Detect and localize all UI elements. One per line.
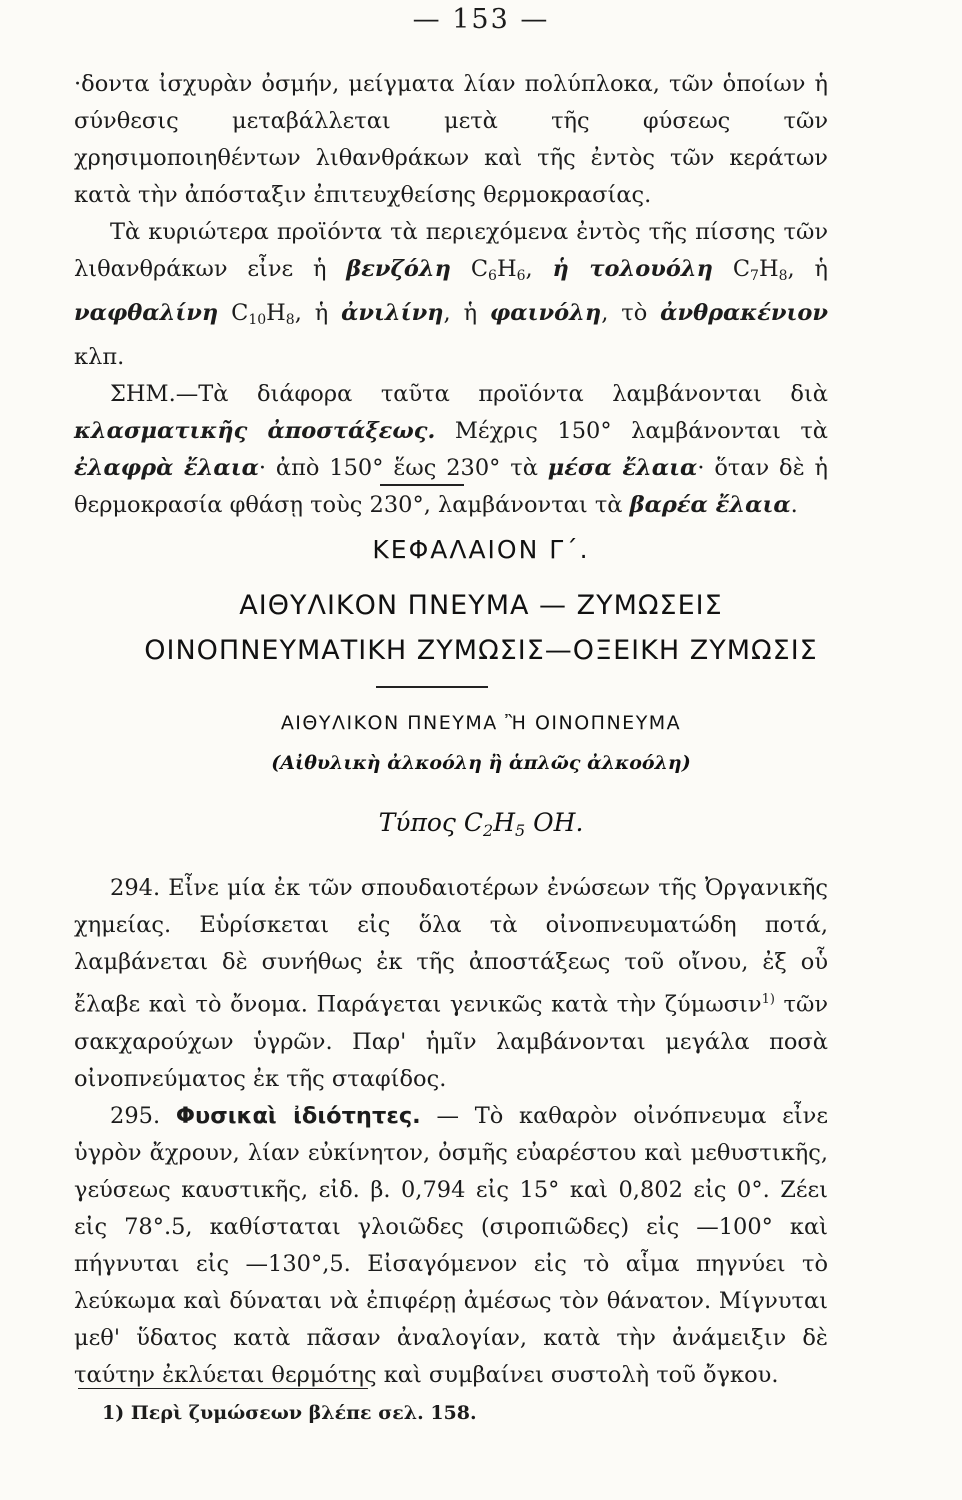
formula-part: C <box>451 256 489 282</box>
formula-part: H <box>493 808 516 837</box>
text-run: ·δοντα ἰσχυρὰν ὀσμήν, μείγματα λίαν πολύπλοκα, τῶν ὁποίων ἡ σύνθεσις μεταβάλλεται μετὰ τῆς φύσεως τῶν χρησιμοποιηθέντων λιθανθράκων καὶ τῆς ἐντὸς τῶν κεράτων κατὰ τὴν ἀπόσταξιν ἐπιτευχθείσης θερμοκρασίας. <box>74 71 828 208</box>
formula-part: C <box>713 256 751 282</box>
text-run: , ἡ <box>443 300 490 326</box>
chapter-title-line-2: ΟΙΝΟΠΝΕΥΜΑΤΙΚΗ ΖΥΜΩΣΙΣ—ΟΞΕΙΚΗ ΖΥΜΩΣΙΣ <box>144 635 818 666</box>
text-run: — Τὸ καθαρὸν οἰνόπνευμα εἶνε ὑγρὸν ἄχρουν, λίαν εὐκίνητον, ὀσμῆς εὐαρέστου καὶ μεθυστικῆς, γεύσεως καυστικῆς, εἰδ. β. 0,794 εἰς 15° καὶ 0,802 εἰς 0°. Ζέει εἰς 78°.5, καθίσταται γλοιῶδες (σιροπιῶδες) εἰς —100° καὶ πήγνυται εἰς —130°,5. Εἰσαγόμενον εἰς τὸ αἷμα πηγνύει τὸ λεύκωμα καὶ δύναται νὰ ἐπιφέρῃ ἀμέσως τὸν θάνατον. Μίγνυται μεθ' ὕδατος κατὰ πᾶσαν ἀναλογίαν, κατὰ τὴν ἀνάμειξιν δὲ ταύτην ἐκλύεται θερμότης καὶ συμβαίνει συστολὴ τοῦ ὄγκου. <box>74 1102 829 1388</box>
section-subtitle: ΑΙΘΥΛΙΚΟΝ ΠΝΕΥΜΑ Ἢ ΟΙΝΟΠΝΕΥΜΑ <box>280 712 682 734</box>
formula-part: C <box>218 300 249 326</box>
paragraph-continuation <box>74 66 828 214</box>
formula-label: Τύπος C <box>378 808 484 837</box>
term-fractional-distillation: κλασματικῆς ἀποστάξεως. <box>74 418 436 444</box>
term-middle-oils: μέσα ἔλαια <box>547 455 698 481</box>
text-run: , τὸ <box>601 300 661 326</box>
chapter-label: ΚΕΦΑΛΑΙΟΝ Γ΄. <box>372 535 590 564</box>
section-heading: Φυσικαὶ ἰδιότητες. <box>175 1102 421 1129</box>
paragraph-tar-products <box>74 214 828 376</box>
formula-part: H <box>266 300 286 326</box>
footnote: 1) Περὶ ζυμώσεων βλέπε σελ. 158. <box>102 1402 477 1424</box>
formula-subscript: 10 <box>248 312 267 328</box>
text-run: · ὅταν δὲ ἡ θερμοκρασία φθάσῃ τοὺς 230°, λαμβάνονται τὰ <box>74 455 828 518</box>
formula-part: H <box>758 256 779 282</box>
text-run: . <box>790 492 798 518</box>
term-heavy-oils: βαρέα ἔλαια <box>629 492 791 518</box>
formula-subscript: 8 <box>285 312 295 328</box>
term-toluene: ἡ τολουόλη <box>552 256 714 282</box>
paragraph-number: 294. <box>110 875 161 901</box>
term-phenol: φαινόλη <box>489 300 602 326</box>
title-divider <box>376 686 488 688</box>
term-benzene: βενζόλη <box>346 256 451 282</box>
paragraph-295 <box>74 1098 828 1394</box>
section-divider <box>380 484 464 486</box>
formula-subscript: 2 <box>483 821 494 840</box>
paragraph-note <box>74 376 828 524</box>
formula-subscript: 5 <box>515 821 526 840</box>
alternative-names: (Αἰθυλικὴ ἀλκοόλη ἢ ἁπλῶς ἀλκοόλη) <box>271 752 691 774</box>
term-anthracene: ἀνθρακένιον <box>660 300 829 326</box>
chemical-formula <box>0 808 962 840</box>
page-number: — 153 — <box>412 4 550 35</box>
text-run: , ἡ <box>294 300 342 326</box>
text-run: κλπ. <box>74 344 125 370</box>
footnote-reference: 1) <box>761 992 775 1007</box>
formula-subscript: 7 <box>750 268 759 284</box>
intro-text-block <box>74 66 828 524</box>
formula-subscript: 8 <box>778 268 788 284</box>
paragraph-294 <box>74 870 828 1098</box>
text-run: , ἡ <box>787 256 828 282</box>
text-run: Εἶνε μία ἐκ τῶν σπουδαιοτέρων ἐνώσεων τῆς Ὀργανικῆς χημείας. Εὑρίσκεται εἰς ὅλα τὰ οἰνοπνευματώδη ποτά, λαμβάνεται δὲ συνήθως ἐκ τῆς ἀποστάξεως τοῦ οἴνου, ἐξ οὗ ἔλαβε καὶ τὸ ὄνομα. Παράγεται γενικῶς κατὰ τὴν ζύμωσιν <box>74 875 828 1018</box>
text-run: Μέχρις 150° λαμβάνονται τὰ <box>435 418 828 444</box>
text-run: · ἀπὸ 150° ἕως 230° τὰ <box>258 455 548 481</box>
text-run: ΣΗΜ.—Τὰ διάφορα ταῦτα προϊόντα λαμβάνονται διὰ <box>110 381 828 407</box>
footnote-divider <box>78 1388 368 1389</box>
text-run: , <box>525 256 553 282</box>
term-light-oils: ἐλαφρὰ ἔλαια <box>74 455 259 481</box>
term-naphthalene: ναφθαλίνη <box>74 300 219 326</box>
formula-part: OH. <box>533 808 584 837</box>
formula-subscript: 6 <box>516 268 526 284</box>
formula-part: H <box>496 256 517 282</box>
main-text-block <box>74 870 828 1394</box>
paragraph-number: 295. <box>110 1102 161 1129</box>
term-aniline: ἀνιλίνη <box>341 300 444 326</box>
chapter-title-line-1: ΑΙΘΥΛΙΚΟΝ ΠΝΕΥΜΑ — ΖΥΜΩΣΕΙΣ <box>239 590 723 621</box>
text-run: τῶν σακχαρούχων ὑγρῶν. Παρ' ἡμῖν λαμβάνονται μεγάλα ποσὰ οἰνοπνεύματος ἐκ τῆς σταφίδος. <box>74 991 828 1092</box>
text-run: Τὰ κυριώτερα προϊόντα τὰ περιεχόμενα ἐντὸς τῆς πίσσης τῶν λιθανθράκων εἶνε ἡ <box>74 219 828 282</box>
formula-subscript: 6 <box>488 268 497 284</box>
